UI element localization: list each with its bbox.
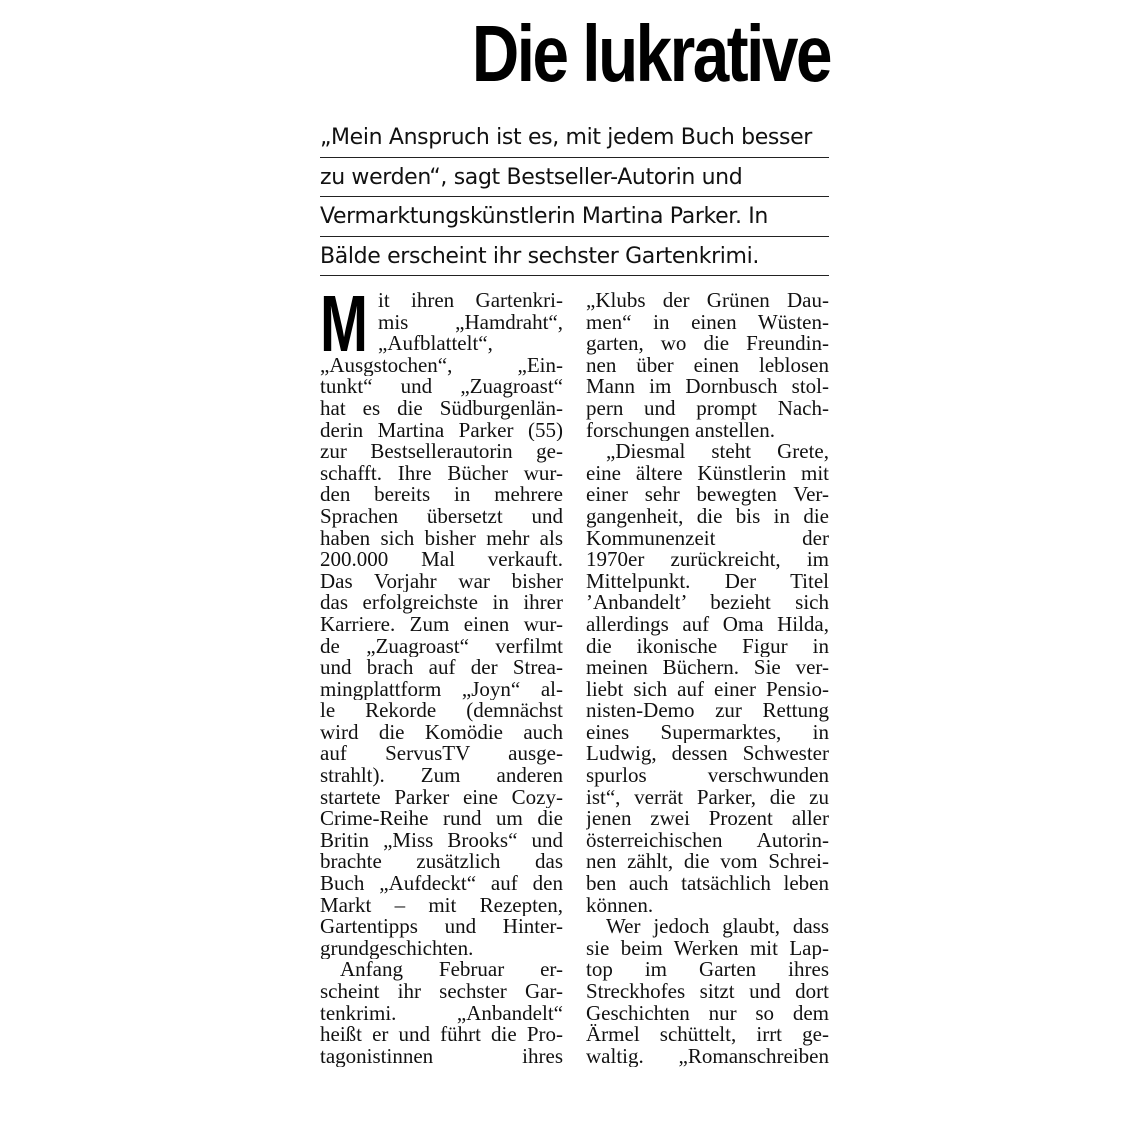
text-line: eine ältere Künstlerin mit — [586, 462, 829, 485]
text-line: men“ in einen Wüsten- — [586, 311, 829, 334]
text-line: eines Supermarktes, in — [586, 721, 829, 744]
text-line: sie beim Werken mit Lap- — [586, 937, 829, 960]
paragraph-quote — [586, 441, 829, 916]
text-line: grundgeschichten. — [320, 937, 474, 960]
text-line: das erfolgreichste in ihrer — [320, 592, 563, 614]
text-line: einer sehr bewegten Ver- — [586, 484, 829, 506]
text-line: Buch „Aufdeckt“ auf den — [320, 873, 563, 895]
text-line: heißt er und führt die Pro- — [320, 1024, 563, 1046]
text-segment: (55) — [513, 419, 563, 442]
text-line: „Ausgstochen“, „Ein- — [320, 354, 563, 377]
text-line: nisten-Demo zur Rettung — [586, 700, 829, 722]
text-line: „Aufblattelt“, — [378, 333, 493, 355]
text-line: Ludwig, dessen Schwester — [586, 743, 829, 766]
text-line: den bereits in mehrere — [320, 484, 563, 506]
text-line: können. — [586, 894, 654, 917]
text-line: mis „Hamdraht“, — [378, 311, 563, 334]
drop-cap: M — [320, 279, 368, 368]
text-line: auf ServusTV ausge- — [320, 743, 563, 766]
lead-line: Vermarktungskünstlerin Martina Parker. In — [320, 197, 829, 237]
text-line: waltig. „Romanschreiben — [586, 1045, 829, 1068]
text-line: Mittelpunkt. Der Titel — [586, 570, 829, 593]
text-line: gangenheit, die bis in die — [586, 505, 829, 528]
text-line: Kommunenzeit der — [586, 527, 829, 550]
text-line: Das Vorjahr war bisher — [320, 570, 563, 593]
text-line: ist“, verrät Parker, die zu — [586, 786, 829, 809]
text-line-with-mark — [320, 420, 563, 442]
text-line: Sprachen übersetzt und — [320, 505, 563, 528]
text-line: forschungen anstellen. — [586, 419, 775, 442]
paragraph-1-rest — [320, 441, 563, 959]
text-line: Geschichten nur so dem — [586, 1002, 829, 1025]
paragraph-final — [586, 916, 829, 1067]
paragraph-2 — [320, 959, 563, 1067]
text-line: Ärmel schüttelt, irrt ge- — [586, 1024, 829, 1046]
underlined-name: Parker — [459, 420, 514, 442]
text-line: österreichischen Autorin- — [586, 829, 829, 852]
text-line: mingplattform „Joyn“ al- — [320, 678, 563, 701]
text-line: top im Garten ihres — [586, 959, 829, 981]
text-line: Wer jedoch glaubt, dass — [606, 916, 829, 938]
text-line: ’Anbandelt’ bezieht sich — [586, 592, 829, 614]
text-line: tunkt“ und „Zuagroast“ — [320, 376, 563, 398]
lead-line: Bälde erscheint ihr sechster Gartenkrimi. — [320, 237, 829, 277]
text-line: 200.000 Mal verkauft. — [320, 549, 563, 571]
text-line: „Klubs der Grünen Dau- — [586, 290, 829, 312]
text-line: meinen Büchern. Sie ver- — [586, 657, 829, 679]
text-line: scheint ihr sechster Gar- — [320, 981, 563, 1003]
text-line: haben sich bisher mehr als — [320, 527, 563, 550]
lead-line: „Mein Anspruch ist es, mit jedem Buch besser — [320, 118, 829, 158]
text-line: pern und prompt Nach- — [586, 397, 829, 420]
text-line: nen über einen leblosen — [586, 354, 829, 377]
text-line: spurlos verschwunden — [586, 765, 829, 787]
text-line: tenkrimi. „Anbandelt“ — [320, 1002, 563, 1025]
text-line: die ikonische Figur in — [586, 635, 829, 658]
text-line: nen zählt, die vom Schrei- — [586, 851, 829, 874]
text-line: zur Bestsellerautorin ge- — [320, 441, 563, 463]
text-line: Crime-Reihe rund um die — [320, 808, 563, 830]
text-line: startete Parker eine Cozy- — [320, 786, 563, 809]
text-line: le Rekorde (demnächst — [320, 700, 563, 722]
text-line: de „Zuagroast“ verfilmt — [320, 635, 563, 658]
text-line: „Diesmal steht Grete, — [606, 441, 829, 463]
text-line: allerdings auf Oma Hilda, — [586, 613, 829, 636]
text-line: ben auch tatsächlich leben — [586, 873, 829, 895]
text-line: wird die Komödie auch — [320, 721, 563, 744]
text-line: Karriere. Zum einen wur- — [320, 613, 563, 636]
text-line: Markt – mit Rezepten, — [320, 894, 563, 917]
article-column-right — [586, 290, 829, 1067]
text-line: tagonistinnen ihres — [320, 1045, 563, 1068]
text-line: 1970er zurückreicht, im — [586, 549, 829, 571]
text-line: garten, wo die Freundin- — [586, 333, 829, 355]
text-segment: derin Martina — [320, 419, 459, 442]
text-line: jenen zwei Prozent aller — [586, 808, 829, 830]
text-line: strahlt). Zum anderen — [320, 765, 563, 787]
text-line: und brach auf der Strea- — [320, 657, 563, 679]
lead-paragraph — [320, 118, 829, 276]
text-line: it ihren Gartenkri- — [378, 290, 563, 312]
lead-line: zu werden“, sagt Bestseller-Autorin und — [320, 158, 829, 198]
article-column-left — [320, 279, 563, 1068]
text-line: schafft. Ihre Bücher wur- — [320, 462, 563, 485]
text-line: Streckhofes sitzt und dort — [586, 981, 829, 1003]
text-line: Britin „Miss Brooks“ und — [320, 829, 563, 852]
text-line: liebt sich auf einer Pensio- — [586, 678, 829, 701]
text-line: Anfang Februar er- — [340, 959, 563, 981]
text-line: brachte zusätzlich das — [320, 851, 563, 874]
text-line: Mann im Dornbusch stol- — [586, 376, 829, 398]
text-line: hat es die Südburgenlän- — [320, 397, 563, 420]
paragraph-continued — [586, 290, 829, 441]
text-line: Gartentipps und Hinter- — [320, 916, 563, 938]
headline: Die lukrative — [471, 9, 830, 98]
